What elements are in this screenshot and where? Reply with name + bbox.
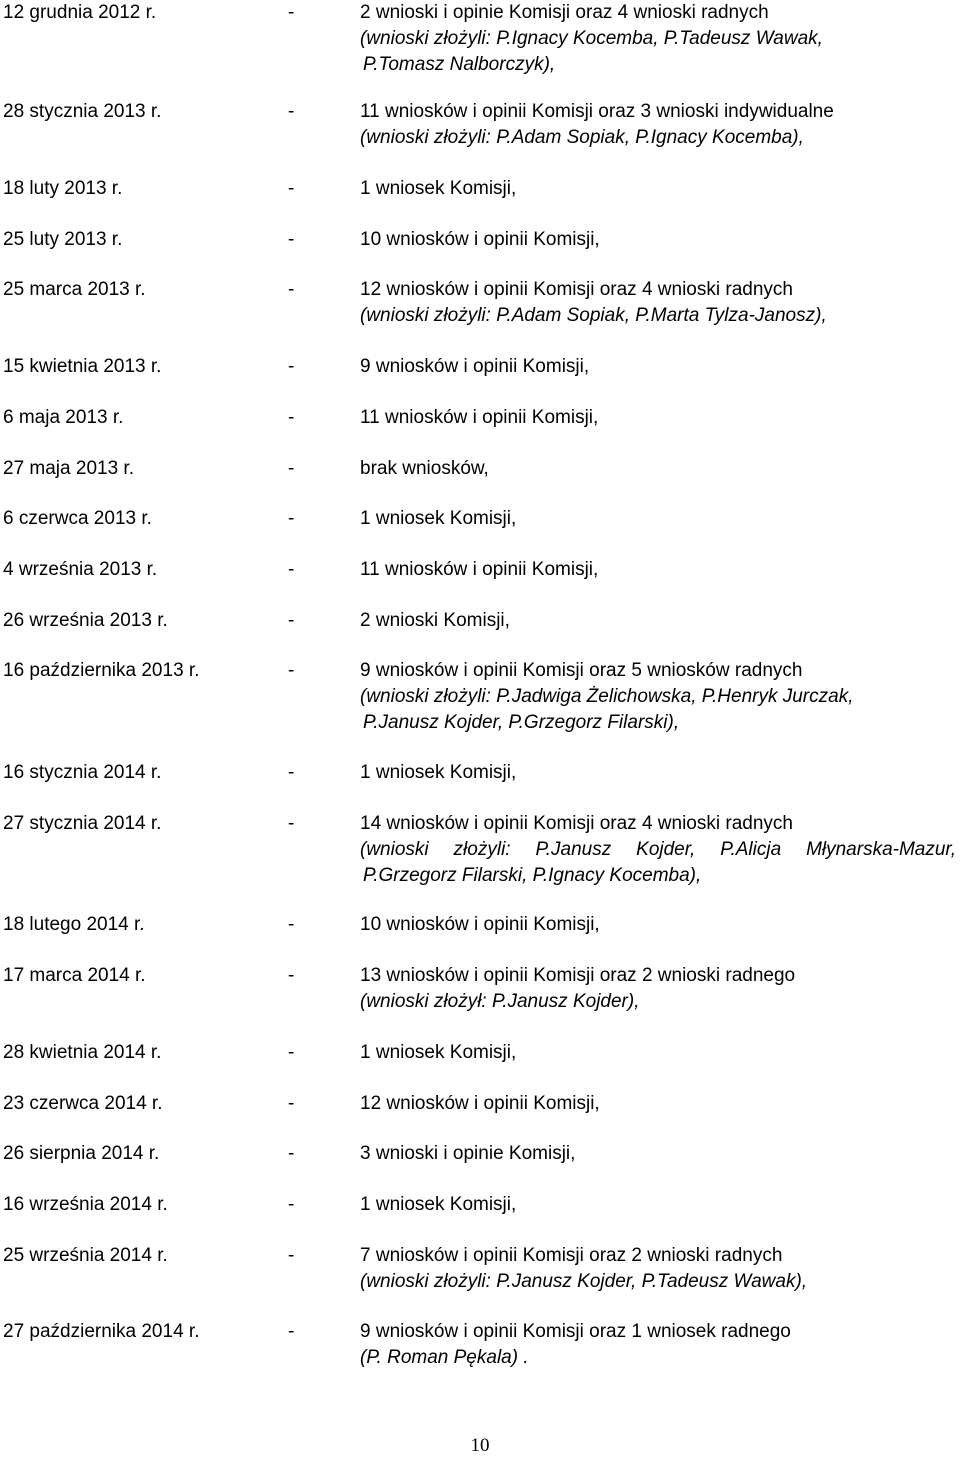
entry-line: P.Grzegorz Filarski, P.Ignacy Kocemba), [363, 865, 702, 886]
entry-date: 18 luty 2013 r. [3, 178, 123, 199]
entry-line: P.Janusz Kojder, P.Grzegorz Filarski), [363, 712, 680, 733]
entry-line: 1 wniosek Komisji, [360, 1042, 517, 1063]
entry-date: 4 września 2013 r. [3, 559, 158, 580]
entry-line: (wnioski złożyli: P.Jadwiga Żelichowska, P.Henryk Jurczak, [360, 686, 854, 707]
entry-description [360, 557, 960, 583]
entry-date: 23 czerwca 2014 r. [3, 1093, 163, 1114]
entry-dash: - [288, 407, 295, 428]
entry-dash: - [288, 660, 295, 681]
entry-dash: - [288, 178, 295, 199]
entry-line: 1 wniosek Komisji, [360, 1194, 517, 1215]
entry-dash: - [288, 965, 295, 986]
entry-line: 14 wniosków i opinii Komisji oraz 4 wnioski radnych [360, 813, 793, 834]
entry-dash: - [288, 508, 295, 529]
entry-line: 7 wniosków i opinii Komisji oraz 2 wnioski radnych [360, 1245, 783, 1266]
entry-description [360, 912, 960, 938]
entry-date: 16 stycznia 2014 r. [3, 762, 162, 783]
entry-description [360, 506, 960, 532]
entry-dash: - [288, 813, 295, 834]
entry-line: 10 wniosków i opinii Komisji, [360, 229, 600, 250]
entry-date: 18 lutego 2014 r. [3, 914, 145, 935]
entry-dash: - [288, 559, 295, 580]
entry-line: 12 wniosków i opinii Komisji, [360, 1093, 600, 1114]
entry-date: 16 października 2013 r. [3, 660, 200, 681]
entry-description [360, 277, 960, 329]
entry-date: 28 stycznia 2013 r. [3, 101, 162, 122]
entry-description [360, 811, 960, 889]
entry-description [360, 1141, 960, 1167]
entry-date: 16 września 2014 r. [3, 1194, 168, 1215]
entry-date: 12 grudnia 2012 r. [3, 2, 157, 23]
entry-line: 11 wniosków i opinii Komisji, [360, 559, 599, 580]
entry-dash: - [288, 1042, 295, 1063]
entry-line: 11 wniosków i opinii Komisji, [360, 407, 599, 428]
entry-description [360, 1040, 960, 1066]
entry-dash: - [288, 1245, 295, 1266]
entry-line: 2 wnioski Komisji, [360, 610, 510, 631]
entry-date: 15 kwietnia 2013 r. [3, 356, 162, 377]
entry-line: brak wniosków, [360, 458, 489, 479]
entry-date: 25 września 2014 r. [3, 1245, 168, 1266]
entry-line: 9 wniosków i opinii Komisji, [360, 356, 590, 377]
entry-line: 2 wnioski i opinie Komisji oraz 4 wnioski radnych [360, 2, 769, 23]
entry-dash: - [288, 914, 295, 935]
entry-description [360, 1192, 960, 1218]
entry-line: (wnioski złożyli: P.Adam Sopiak, P.Ignacy Kocemba), [360, 127, 804, 148]
entry-description [360, 227, 960, 253]
entry-date: 25 marca 2013 r. [3, 279, 146, 300]
entry-line: 1 wniosek Komisji, [360, 762, 517, 783]
entry-date: 27 października 2014 r. [3, 1321, 200, 1342]
entry-dash: - [288, 2, 295, 23]
entry-date: 6 maja 2013 r. [3, 407, 124, 428]
entry-description [360, 1091, 960, 1117]
entry-date: 17 marca 2014 r. [3, 965, 146, 986]
entry-date: 28 kwietnia 2014 r. [3, 1042, 162, 1063]
entry-dash: - [288, 458, 295, 479]
entry-line: (wnioski złożyli: P.Ignacy Kocemba, P.Tadeusz Wawak, [360, 28, 823, 49]
entry-line: 12 wniosków i opinii Komisji oraz 4 wnioski radnych [360, 279, 793, 300]
entry-date: 25 luty 2013 r. [3, 229, 123, 250]
entry-dash: - [288, 1321, 295, 1342]
entry-description [360, 405, 960, 431]
entry-date: 26 września 2013 r. [3, 610, 168, 631]
entry-description [360, 456, 960, 482]
entry-line: 3 wnioski i opinie Komisji, [360, 1143, 576, 1164]
entry-line: 1 wniosek Komisji, [360, 178, 517, 199]
entry-line: 11 wniosków i opinii Komisji oraz 3 wnioski indywidualne [360, 101, 834, 122]
entry-date: 27 maja 2013 r. [3, 458, 134, 479]
entry-dash: - [288, 101, 295, 122]
entry-line: 1 wniosek Komisji, [360, 508, 517, 529]
entry-description [360, 608, 960, 634]
entry-dash: - [288, 279, 295, 300]
entry-dash: - [288, 229, 295, 250]
entry-dash: - [288, 1194, 295, 1215]
entry-dash: - [288, 356, 295, 377]
entry-description [360, 354, 960, 380]
entry-line: 10 wniosków i opinii Komisji, [360, 914, 600, 935]
entry-description [360, 963, 960, 1015]
entry-description [360, 0, 960, 78]
entry-date: 27 stycznia 2014 r. [3, 813, 162, 834]
entry-line: 9 wniosków i opinii Komisji oraz 5 wniosków radnych [360, 660, 803, 681]
entry-line: (wnioski złożyli: P.Janusz Kojder, P.Alicja Młynarska-Mazur, [360, 839, 956, 860]
entry-line: 13 wniosków i opinii Komisji oraz 2 wnioski radnego [360, 965, 796, 986]
entry-line: (P. Roman Pękala) . [360, 1347, 529, 1368]
entry-dash: - [288, 610, 295, 631]
entry-description [360, 1319, 960, 1371]
entry-line: 9 wniosków i opinii Komisji oraz 1 wniosek radnego [360, 1321, 791, 1342]
entry-dash: - [288, 762, 295, 783]
entry-date: 6 czerwca 2013 r. [3, 508, 152, 529]
entry-description [360, 760, 960, 786]
entry-dash: - [288, 1143, 295, 1164]
entry-description [360, 1243, 960, 1295]
entry-description [360, 99, 960, 151]
entry-line: (wnioski złożył: P.Janusz Kojder), [360, 991, 640, 1012]
entry-dash: - [288, 1093, 295, 1114]
entry-line: (wnioski złożyli: P.Janusz Kojder, P.Tadeusz Wawak), [360, 1271, 808, 1292]
entry-description [360, 176, 960, 202]
entry-description [360, 658, 960, 736]
entry-line: (wnioski złożyli: P.Adam Sopiak, P.Marta Tylza-Janosz), [360, 305, 827, 326]
page-number: 10 [470, 1435, 490, 1456]
entry-date: 26 sierpnia 2014 r. [3, 1143, 160, 1164]
entry-line: P.Tomasz Nalborczyk), [363, 54, 556, 75]
